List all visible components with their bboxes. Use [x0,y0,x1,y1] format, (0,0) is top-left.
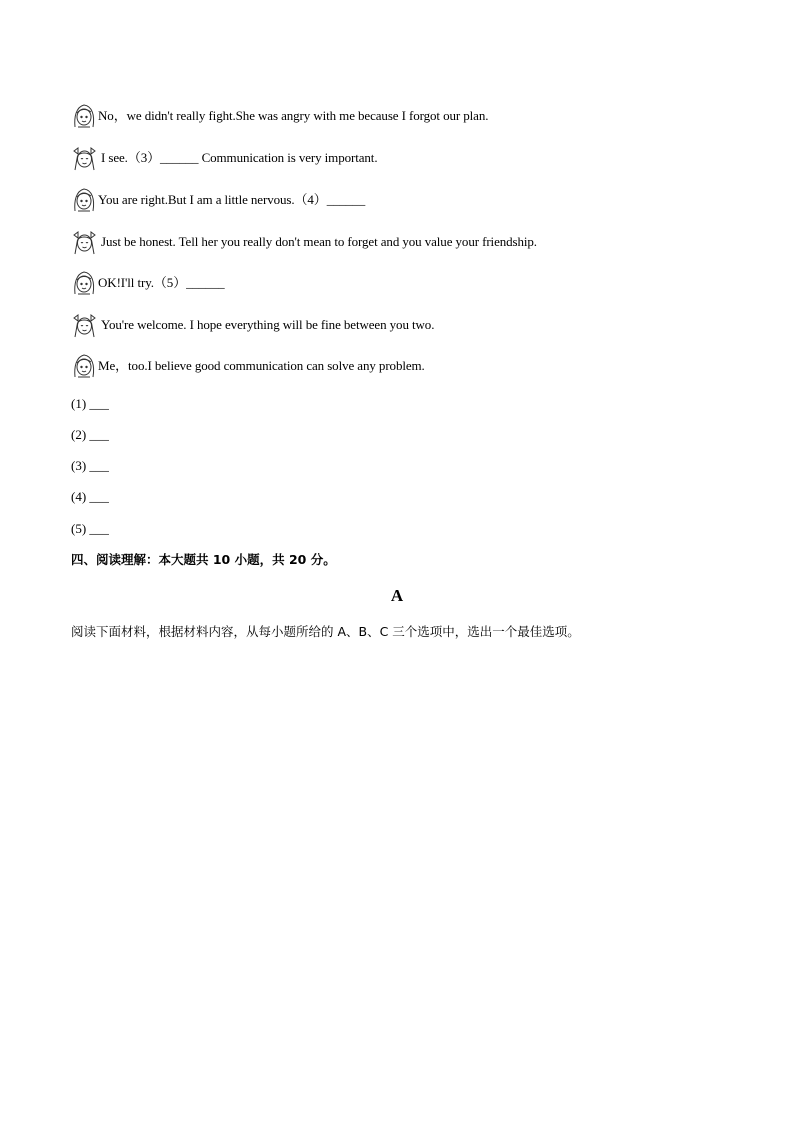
instruction-text: 阅读下面材料，根据材料内容，从每小题所给的 A、B、C 三个选项中，选出一个最佳选项。 [71,624,580,639]
girl-with-bows-avatar-icon [71,143,98,173]
dialogue-line [71,351,425,381]
dialogue-line [71,310,434,340]
section-heading: 四、阅读理解：本大题共 10 小题，共 20 分。 [71,552,336,567]
part-title: A [390,586,404,605]
dialogue-line [71,143,377,173]
dialogue-line [71,268,225,298]
dialogue-text: Me，too.I believe good communication can solve any problem. [98,358,425,373]
dialogue-line [71,227,537,257]
girl-avatar-icon [71,351,98,381]
girl-with-bows-avatar-icon [71,310,98,340]
girl-with-bows-avatar-icon [71,227,98,257]
girl-avatar-icon [71,268,98,298]
dialogue-text: You are right.But I am a little nervous.（4）______ [98,192,366,207]
dialogue-text: I see.（3）______ Communication is very important. [101,150,378,165]
dialogue-text: Just be honest. Tell her you really don't mean to forget and you value your friendship. [101,234,537,249]
dialogue-text: You're welcome. I hope everything will be fine between you two. [101,317,435,332]
answer-blank-1: (1) ___ [71,396,109,411]
girl-avatar-icon [71,185,98,215]
dialogue-text: No，we didn't really fight.She was angry with me because I forgot our plan. [98,108,489,123]
answer-blank-2: (2) ___ [71,427,109,442]
answer-blank-3: (3) ___ [71,458,109,473]
girl-avatar-icon [71,101,98,131]
answer-blank-4: (4) ___ [71,489,109,504]
dialogue-line [71,101,488,131]
dialogue-text: OK!I'll try.（5）______ [98,275,225,290]
dialogue-line [71,185,365,215]
answer-blank-5: (5) ___ [71,521,109,536]
